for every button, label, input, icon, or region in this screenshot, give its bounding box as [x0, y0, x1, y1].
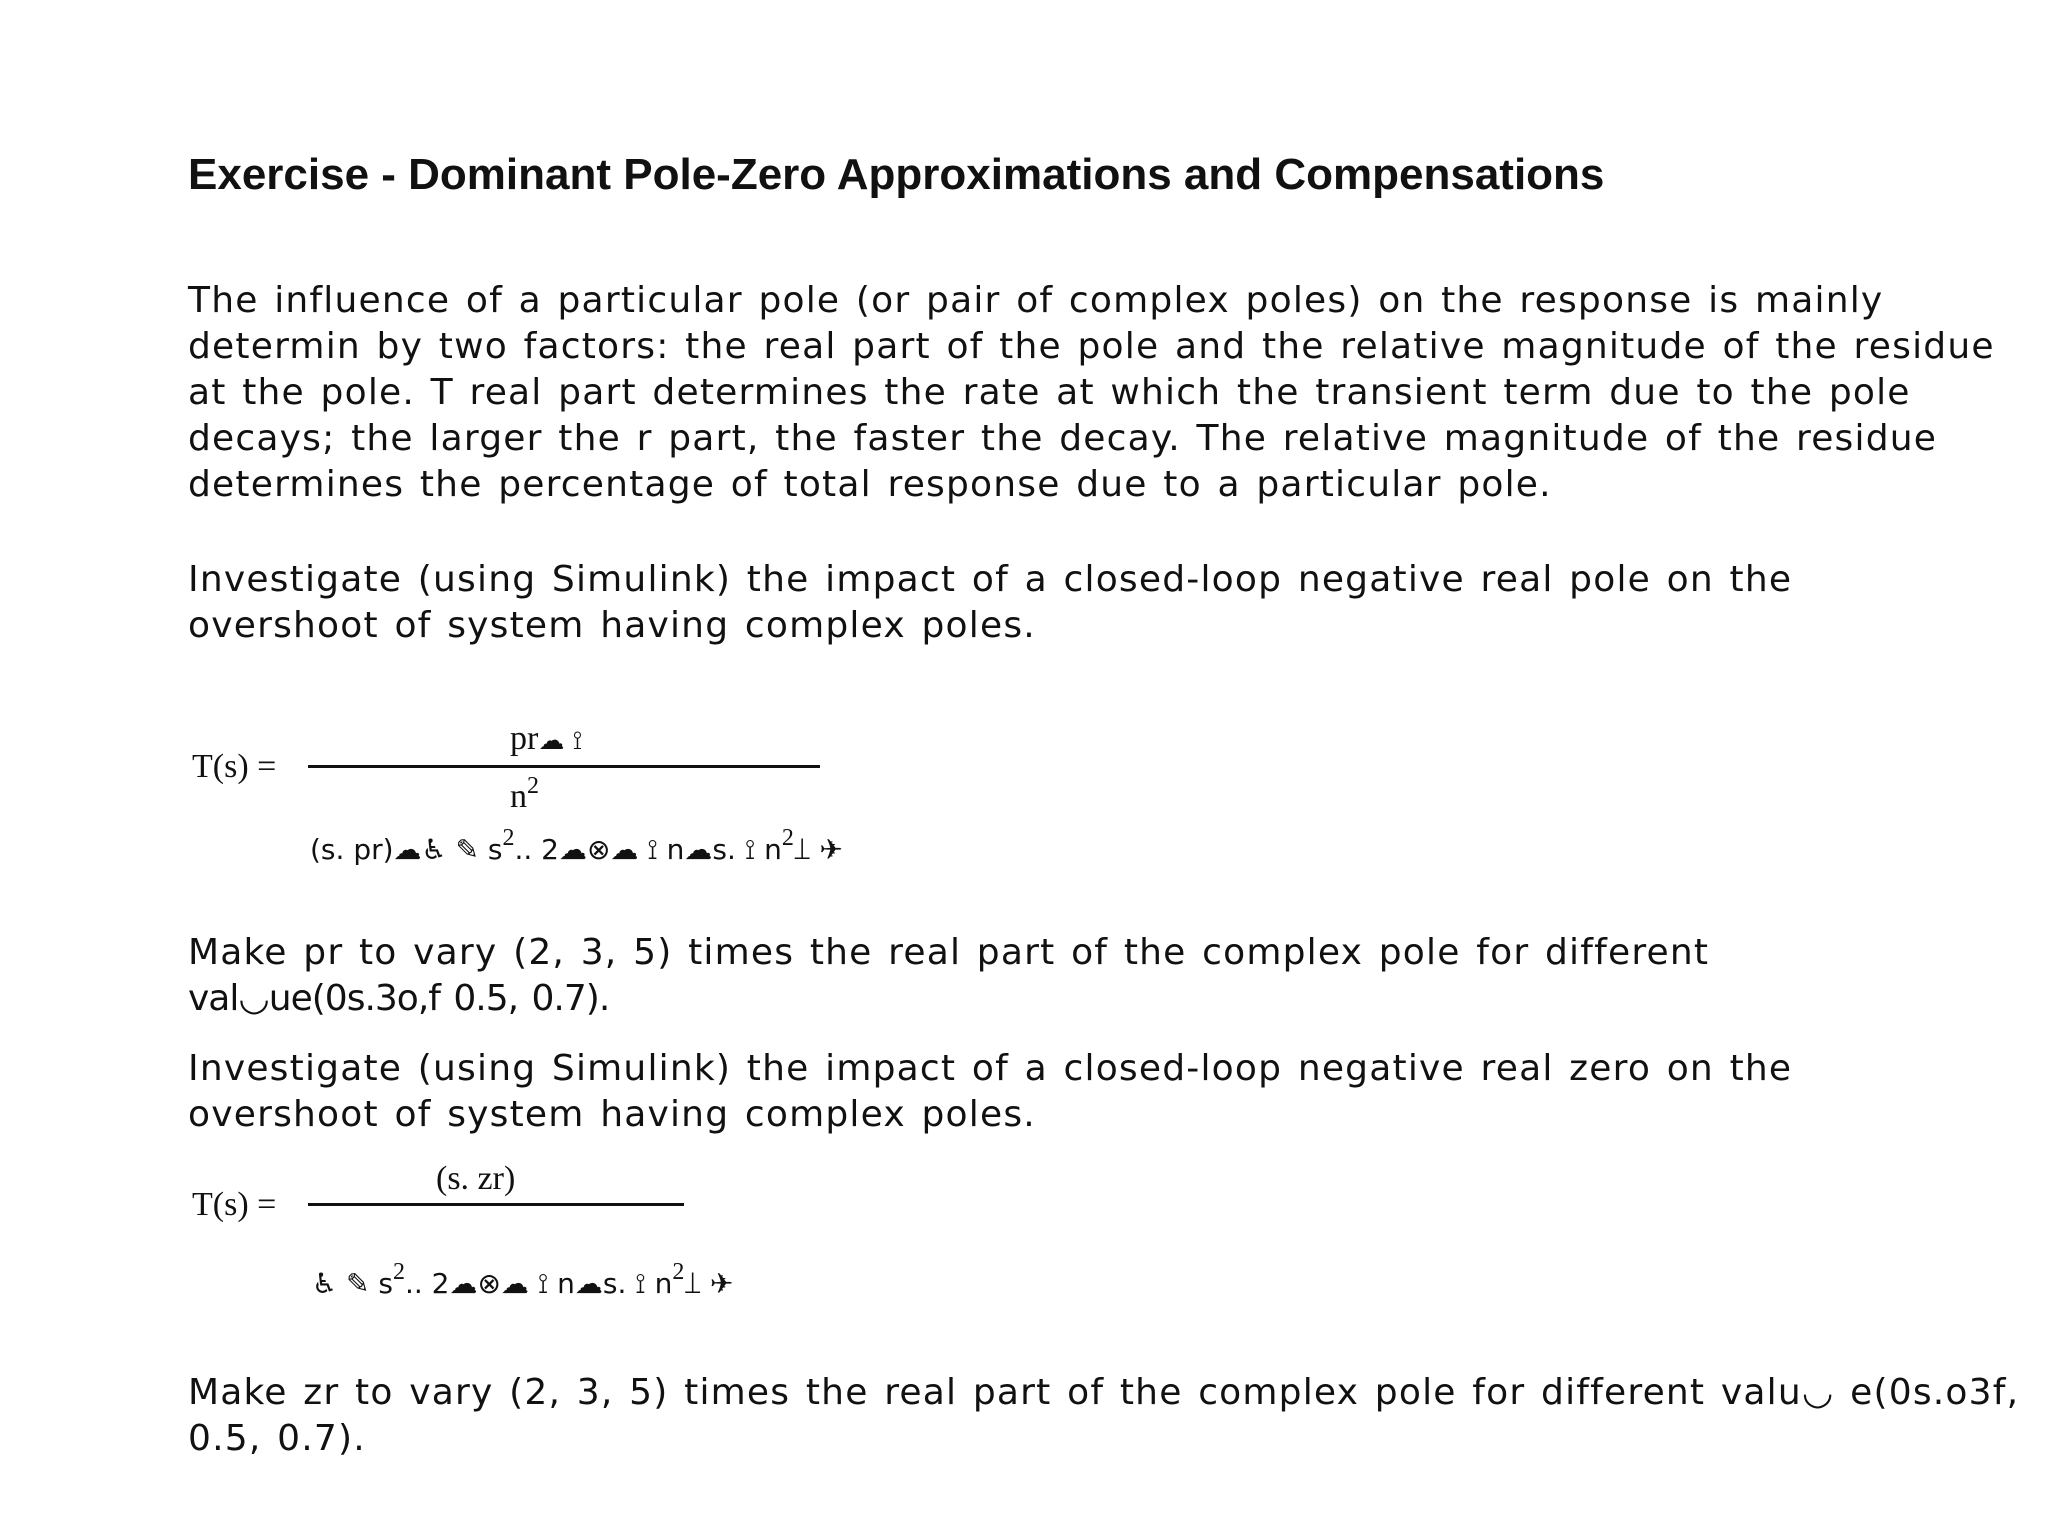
equation-lhs: T(s) = — [192, 1186, 277, 1223]
intro-line: The influence of a particular pole (or pair of complex poles) on the response is mainly — [188, 280, 1884, 321]
exponent: 2 — [527, 773, 539, 799]
task-zero-paragraph — [188, 1046, 1792, 1138]
exponent: 2 — [781, 825, 794, 851]
equation-denominator — [310, 825, 843, 868]
denominator-tail: ⟘ ✈ — [793, 833, 843, 866]
denominator-rest: .. 2☁⊗☁ ⟟ n☁s. ⟟ n — [404, 1267, 673, 1300]
numerator-glyphs: ☁ ⟟ — [538, 726, 583, 756]
task-line: overshoot of system having complex poles. — [188, 605, 1036, 646]
denominator-rest: .. 2☁⊗☁ ⟟ n☁s. ⟟ n — [514, 833, 782, 866]
denominator-text: (s. pr)☁♿ ✎ s — [310, 833, 503, 866]
intro-line: decays; the larger the r part, the faster the decay. The relative magnitude of the residue — [188, 418, 1938, 459]
fraction-bar — [308, 765, 820, 768]
equation-lhs: T(s) = — [192, 748, 277, 785]
make-zero-paragraph — [188, 1370, 2019, 1462]
n-symbol: n — [510, 778, 527, 815]
make-line: Make pr to vary (2, 3, 5) times the real part of the complex pole for different — [188, 932, 1710, 973]
make-line: val◡ue(0s.3o,f 0.5, 0.7). — [188, 978, 610, 1019]
task-line: Investigate (using Simulink) the impact of a closed-loop negative real zero on the — [188, 1048, 1793, 1089]
equation-numerator-n — [510, 773, 539, 816]
make-line: Make zr to vary (2, 3, 5) times the real part of the complex pole for different valu◡ e(0s.o3f, — [188, 1372, 2020, 1413]
task-line: Investigate (using Simulink) the impact of a closed-loop negative real pole on the — [188, 559, 1793, 600]
equation-denominator — [312, 1259, 734, 1302]
make-line: 0.5, 0.7). — [188, 1418, 366, 1459]
make-pole-paragraph — [188, 930, 1709, 1022]
numerator-text: pr — [510, 720, 539, 757]
exponent: 2 — [502, 825, 515, 851]
exponent: 2 — [672, 1259, 685, 1285]
equation-numerator — [510, 720, 582, 758]
fraction-bar — [308, 1203, 684, 1206]
intro-paragraph — [188, 278, 1995, 508]
exercise-title: Exercise - Dominant Pole-Zero Approximations and Compensations — [188, 150, 1605, 199]
denominator-text: ♿ ✎ s — [312, 1267, 393, 1300]
intro-line: determin by two factors: the real part of the pole and the relative magnitude of the residue — [188, 326, 1995, 367]
denominator-tail: ⟘ ✈ — [684, 1267, 734, 1300]
equation-numerator: (s. zr) — [436, 1160, 516, 1197]
intro-line: at the pole. T real part determines the rate at which the transient term due to the pole — [188, 372, 1911, 413]
task-pole-paragraph — [188, 557, 1792, 649]
exponent: 2 — [392, 1259, 405, 1285]
intro-line: determines the percentage of total response due to a particular pole. — [188, 464, 1552, 505]
task-line: overshoot of system having complex poles. — [188, 1094, 1036, 1135]
